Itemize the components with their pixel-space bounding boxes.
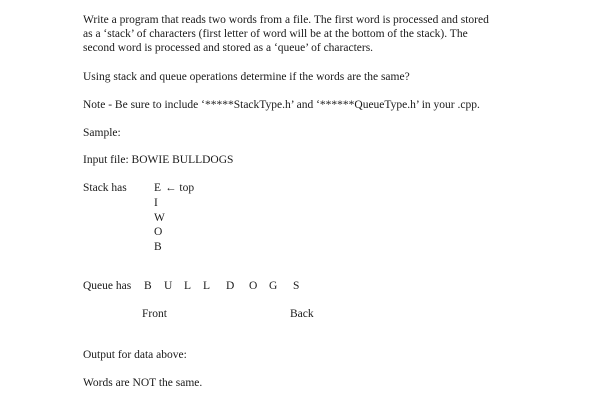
output-label: Output for data above: [83,349,187,361]
top-pointer: ← top [165,182,195,194]
queue-item: D [226,280,235,292]
queue-front-label: Front [142,308,167,320]
question-text: Using stack and queue operations determine if the words are the same? [83,71,410,83]
queue-item: L [184,280,192,292]
queue-item: U [164,280,173,292]
stack-label: Stack has [83,182,127,194]
queue-back-label: Back [290,308,314,320]
intro-paragraph [83,13,489,55]
stack-item: I [154,196,158,209]
result-text: Words are NOT the same. [83,377,203,389]
stack-item: W [154,211,165,224]
intro-line-2: as a ‘stack’ of characters (first letter of word will be at the bottom of the stack). The [83,28,468,40]
queue-item: B [144,280,152,292]
input-file-text: Input file: BOWIE BULLDOGS [83,154,234,166]
stack-item: B [154,241,162,254]
queue-label: Queue has [83,280,132,292]
intro-line-3: second word is processed and stored as a ‘queue’ of characters. [83,42,374,54]
queue-item: G [269,280,278,292]
queue-item: O [249,280,258,292]
stack-item-top [154,181,194,196]
intro-line-1: Write a program that reads two words from a file. The first word is processed and stored [83,14,489,26]
queue-item: L [203,280,211,292]
stack-item: E [154,182,162,194]
stack-item: O [154,226,163,239]
stack-diagram [154,181,194,255]
sample-label: Sample: [83,127,121,139]
queue-item: S [293,280,300,292]
note-text: Note - Be sure to include ‘*****StackType.h’ and ‘******QueueType.h’ in your .cpp. [83,99,480,111]
